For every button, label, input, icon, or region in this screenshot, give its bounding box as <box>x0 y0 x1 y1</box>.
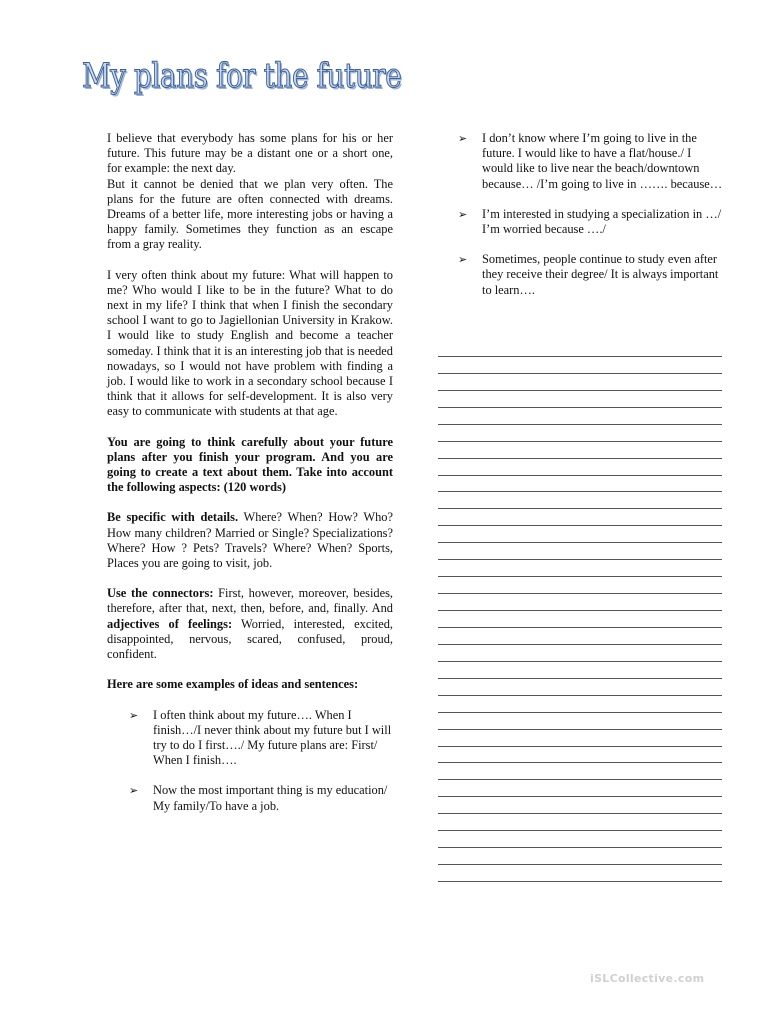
intro-paragraph-2: But it cannot be denied that we plan very often. The plans for the future are often connected with dreams. Dreams of a better life, more interesting jobs or having a happy family. Sometimes they function as an escape from a gray reality. <box>107 176 393 252</box>
writing-line[interactable] <box>438 425 722 442</box>
connectors-paragraph <box>107 586 393 662</box>
idea-item <box>458 252 723 298</box>
writing-line[interactable] <box>438 442 722 459</box>
writing-line[interactable] <box>438 763 722 780</box>
idea-text: I’m interested in studying a specialization in …/ I’m worried because …./ <box>482 206 722 237</box>
writing-line[interactable] <box>438 391 722 408</box>
example-item <box>129 708 393 769</box>
right-column <box>458 131 723 313</box>
writing-line[interactable] <box>438 509 722 526</box>
examples-list <box>129 708 393 814</box>
writing-line[interactable] <box>438 340 722 357</box>
arrow-bullet-icon: ➢ <box>458 132 468 145</box>
writing-line[interactable] <box>438 713 722 730</box>
idea-text: Sometimes, people continue to study even after they receive their degree/ It is always important to learn…. <box>482 252 719 297</box>
writing-line[interactable] <box>438 797 722 814</box>
writing-line[interactable] <box>438 780 722 797</box>
arrow-bullet-icon: ➢ <box>129 784 139 798</box>
left-column <box>107 131 393 829</box>
idea-item <box>458 207 723 237</box>
writing-line[interactable] <box>438 594 722 611</box>
adjectives-text: Worried, interested, excited, disappointed, nervous, scared, confused, proud, confident. <box>107 616 393 662</box>
example-text: I often think about my future…. When I finish…/I never think about my future but I will try to do I first…./ My future plans are: First/ When I finish…. <box>153 707 392 768</box>
adjectives-label: adjectives of feelings: <box>107 616 233 631</box>
writing-line[interactable] <box>438 476 722 493</box>
writing-lines[interactable] <box>438 340 722 882</box>
writing-line[interactable] <box>438 357 722 374</box>
specific-details-paragraph <box>107 510 393 571</box>
writing-line[interactable] <box>438 696 722 713</box>
connectors-label: Use the connectors: <box>107 586 214 601</box>
idea-item <box>458 131 723 192</box>
task-instructions <box>107 435 393 496</box>
watermark: iSLCollective.com <box>590 972 705 985</box>
future-paragraph: I very often think about my future: What will happen to me? Who would I like to be in the future? What to do next in my life? I think that when I finish the secondary school I want to go to Jagiellonian University in Krakow. I would like to study English and become a teacher someday. I think that it is an interesting job that is needed nowadays, so I would not have problem with finding a job. I would like to work in a secondary school because I think that it allows for self-development. It is also very easy to communicate with students at that age. <box>107 267 393 419</box>
writing-line[interactable] <box>438 408 722 425</box>
writing-line[interactable] <box>438 560 722 577</box>
writing-line[interactable] <box>438 730 722 747</box>
writing-line[interactable] <box>438 662 722 679</box>
writing-line[interactable] <box>438 814 722 831</box>
writing-line[interactable] <box>438 577 722 594</box>
arrow-bullet-icon: ➢ <box>458 253 468 267</box>
arrow-bullet-icon: ➢ <box>458 207 468 221</box>
writing-line[interactable] <box>438 865 722 882</box>
writing-line[interactable] <box>438 848 722 865</box>
writing-line[interactable] <box>438 679 722 696</box>
writing-line[interactable] <box>438 374 722 391</box>
page-title: My plans for the future <box>82 56 402 96</box>
writing-line[interactable] <box>438 492 722 509</box>
intro-paragraph-1: I believe that everybody has some plans for his or her future. This future may be a distant one or a short one, for example: the next day. <box>107 131 393 176</box>
arrow-bullet-icon: ➢ <box>129 708 139 722</box>
writing-line[interactable] <box>438 645 722 662</box>
writing-line[interactable] <box>438 543 722 560</box>
writing-line[interactable] <box>438 611 722 628</box>
task-text: You are going to think carefully about your future plans after you finish your program. And you are going to create a text about them. Take into account the following aspects: (120 words) <box>107 434 393 495</box>
idea-text: I don’t know where I’m going to live in the future. I would like to have a flat/house./ I would like to live near the beach/downtown because… /I’m going to live in ……. because… <box>482 131 723 191</box>
writing-line[interactable] <box>438 831 722 848</box>
specific-label: Be specific with details. <box>107 510 239 525</box>
writing-line[interactable] <box>438 526 722 543</box>
example-text: Now the most important thing is my education/ My family/To have a job. <box>153 783 388 813</box>
examples-heading-text: Here are some examples of ideas and sentences: <box>107 677 359 692</box>
writing-line[interactable] <box>438 628 722 645</box>
connectors-text: First, however, moreover, besides, therefore, after that, next, then, before, and, finally. And <box>107 586 394 616</box>
writing-line[interactable] <box>438 459 722 476</box>
example-item <box>129 783 393 813</box>
examples-heading <box>107 677 393 692</box>
writing-line[interactable] <box>438 747 722 764</box>
specific-text: Where? When? How? Who? How many children? Married or Single? Specializations? Where? How ? Pets? Travels? Where? When? Sports, Places you are going to visit, job. <box>107 510 393 571</box>
